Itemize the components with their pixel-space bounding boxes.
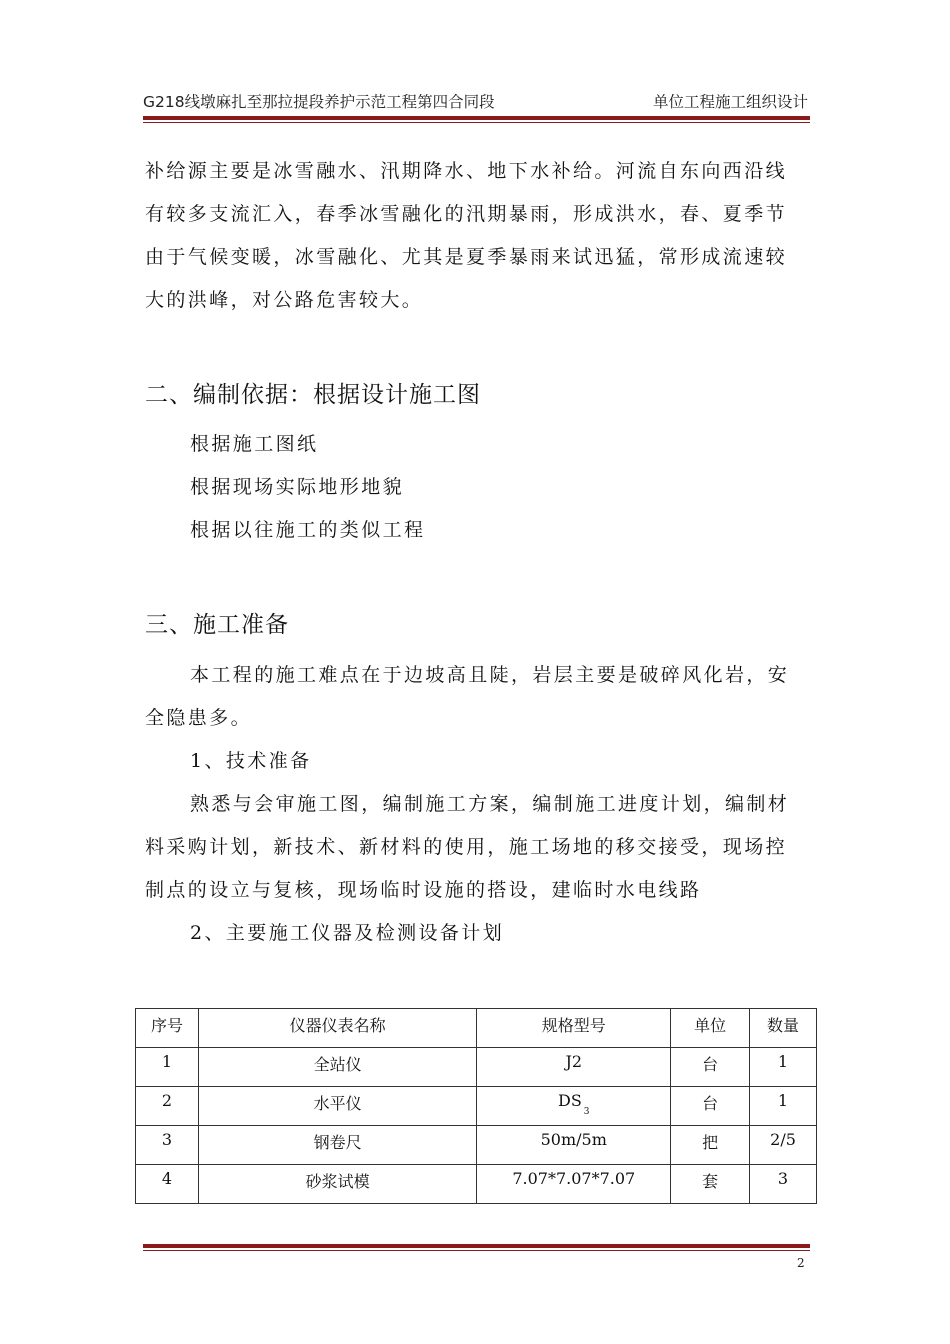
table-cell: 2/5 [750,1126,817,1165]
table-cell: 1 [750,1048,817,1087]
spec-text: DS [558,1091,582,1110]
table-header-cell: 单位 [671,1009,750,1048]
table-cell: 钢卷尺 [198,1126,476,1165]
section2-heading: 二、编制依据：根据设计施工图 [145,382,481,408]
table-header-cell: 数量 [750,1009,817,1048]
table-row [136,1165,817,1204]
page-number: 2 [797,1256,805,1270]
table-header-cell: 规格型号 [477,1009,671,1048]
footer-rule [143,1244,810,1248]
intro-line-1: 补给源主要是冰雪融水、汛期降水、地下水补给。河流自东向西沿线 [145,160,788,182]
header-rule-thin [143,122,810,123]
table-cell: 台 [671,1087,750,1126]
section2-item-1: 根据施工图纸 [190,433,319,455]
subsection2-title: 2、主要施工仪器及检测设备计划 [190,922,505,944]
footer-rule-thin [143,1250,810,1251]
table-cell: J2 [477,1048,671,1087]
table-cell: 套 [671,1165,750,1204]
spec-subscript: 3 [583,1107,590,1117]
table-cell: 4 [136,1165,199,1204]
table-cell: 2 [136,1087,199,1126]
table-header-row [136,1009,817,1048]
equipment-table [135,1008,817,1204]
table-row [136,1048,817,1087]
table-cell: 3 [136,1126,199,1165]
table-cell: 台 [671,1048,750,1087]
section2-item-3: 根据以往施工的类似工程 [190,519,426,541]
subsection1-line-2: 料采购计划，新技术、新材料的使用，施工场地的移交接受，现场控 [145,836,788,858]
subsection1-title: 1、技术准备 [190,750,312,772]
table-cell-spec [477,1087,671,1126]
header-rule [143,116,810,120]
table-cell: 水平仪 [198,1087,476,1126]
section3-intro-line-1: 本工程的施工难点在于边坡高且陡，岩层主要是破碎风化岩，安 [190,664,790,686]
table-header-cell: 序号 [136,1009,199,1048]
table-cell: 50m/5m [477,1126,671,1165]
section3-intro-line-2: 全隐患多。 [145,707,253,729]
intro-line-3: 由于气候变暖，冰雪融化、尤其是夏季暴雨来试迅猛，常形成流速较 [145,246,788,268]
table-cell: 1 [136,1048,199,1087]
subsection1-line-3: 制点的设立与复核，现场临时设施的搭设，建临时水电线路 [145,879,702,901]
header-document-title: 单位工程施工组织设计 [652,93,808,111]
subsection1-line-1: 熟悉与会审施工图，编制施工方案，编制施工进度计划，编制材 [190,793,790,815]
table-cell: 1 [750,1087,817,1126]
table-cell: 砂浆试模 [198,1165,476,1204]
table-header-cell: 仪器仪表名称 [198,1009,476,1048]
table-row [136,1087,817,1126]
table-cell: 把 [671,1126,750,1165]
header-project-title: G218线墩麻扎至那拉提段养护示范工程第四合同段 [143,93,495,111]
table-cell: 7.07*7.07*7.07 [477,1165,671,1204]
page-header [143,90,808,112]
table-cell: 3 [750,1165,817,1204]
intro-line-2: 有较多支流汇入，春季冰雪融化的汛期暴雨，形成洪水，春、夏季节 [145,203,788,225]
section2-item-2: 根据现场实际地形地貌 [190,476,405,498]
section3-heading: 三、施工准备 [145,612,289,638]
table-cell: 全站仪 [198,1048,476,1087]
table-row [136,1126,817,1165]
intro-line-4: 大的洪峰，对公路危害较大。 [145,289,424,311]
